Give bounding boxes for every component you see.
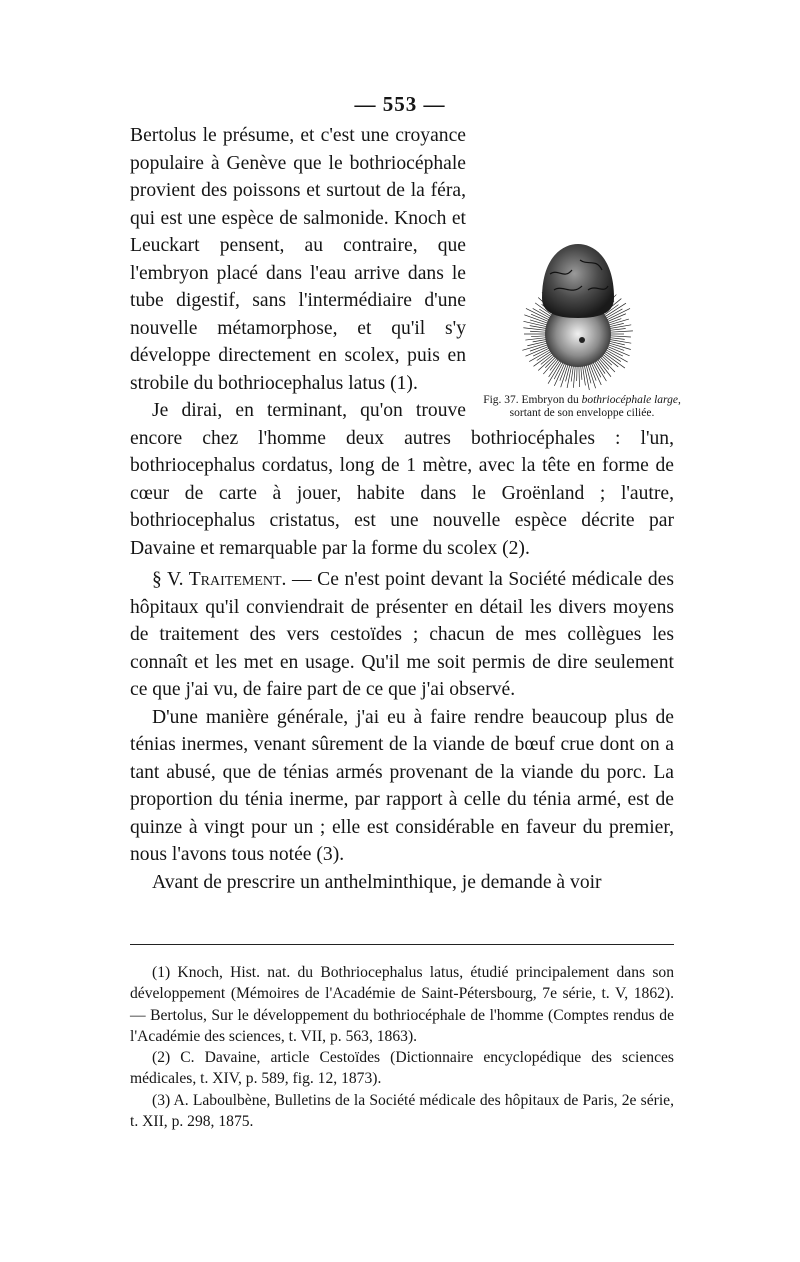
figure-37 [476,240,684,420]
footnote-rule [130,944,674,945]
embryo-illustration [502,240,652,390]
paragraph-4: D'une manière générale, j'ai eu à faire rendre beaucoup plus de ténias inermes, venant sûrement de la viande de bœuf crue dont on a tant abusé, que de ténias armés provenant de la viande du porc. La proportion du ténia inerme, par rapport à celle du ténia armé, est de quinze à vingt pour un ; elle est considérable en faveur du premier, nous l'avons tous notée (3). [130,706,674,865]
egg-shell [542,244,614,318]
footnote-1: (1) Knoch, Hist. nat. du Bothriocephalus latus, étudié principalement dans son développement (Mémoires de l'Académie de Saint-Pétersbourg, 7e série, t. V, 1862). — Bertolus, Sur le développement du bothriocéphale de l'homme (Comptes rendus de l'Académie des sciences, t. VII, p. 563, 1863). [130,964,674,1045]
page-number: — 553 — [354,92,446,116]
paragraph-2: Je dirai, en terminant, qu'on trouve encore chez l'homme deux autres bothriocéphales : l'un, bothriocephalus cordatus, long de 1 mètre, avec la tête en forme de cœur de carte à jouer, habite dans le Groënland ; l'autre, bothriocephalus cristatus, est une nouvelle espèce décrite par Davaine et remarquable par la forme du scolex (2). [130,400,674,559]
footnotes [130,962,674,1132]
section-heading: § V. Traitement. [152,569,287,590]
footnote-3: (3) A. Laboulbène, Bulletins de la Société médicale des hôpitaux de Paris, 2e série, t. XII, p. 298, 1875. [130,1091,674,1131]
footnote-2: (2) C. Davaine, article Cestoïdes (Dictionnaire encyclopédique des sciences médicales, t. XIV, p. 589, fig. 12, 1873). [130,1049,674,1088]
figure-caption: Fig. 37. Embryon du bothriocéphale large, sortant de son enveloppe ciliée. [483,394,681,419]
paragraph-traitement: § V. Traitement. — Ce n'est point devant la Société médicale des hôpitaux qu'il conviendrait de présenter en détail les divers moyens de traitement des vers cestoïdes ; chacun de mes collègues les connaît et les met en usage. Qu'il me soit permis de dire seulement ce que j'ai vu, de faire part de ce que j'ai observé. [130,569,674,700]
paragraph-5: Avant de prescrire un anthelminthique, je demande à voir [152,871,602,893]
paragraph-1: Bertolus le présume, et c'est une croyance populaire à Genève que le bothriocéphale provient des poissons et surtout de la féra, qui est une espèce de salmonide. Knoch et Leuckart pensent, au contraire, que l'embryon placé dans l'eau arrive dans le tube digestif, sans l'intermédiaire d'une nouvelle métamorphose, et qu'il s'y développe directement en scolex, puis en strobile du bothriocephalus latus (1). [130,125,466,394]
main-text [130,122,681,896]
